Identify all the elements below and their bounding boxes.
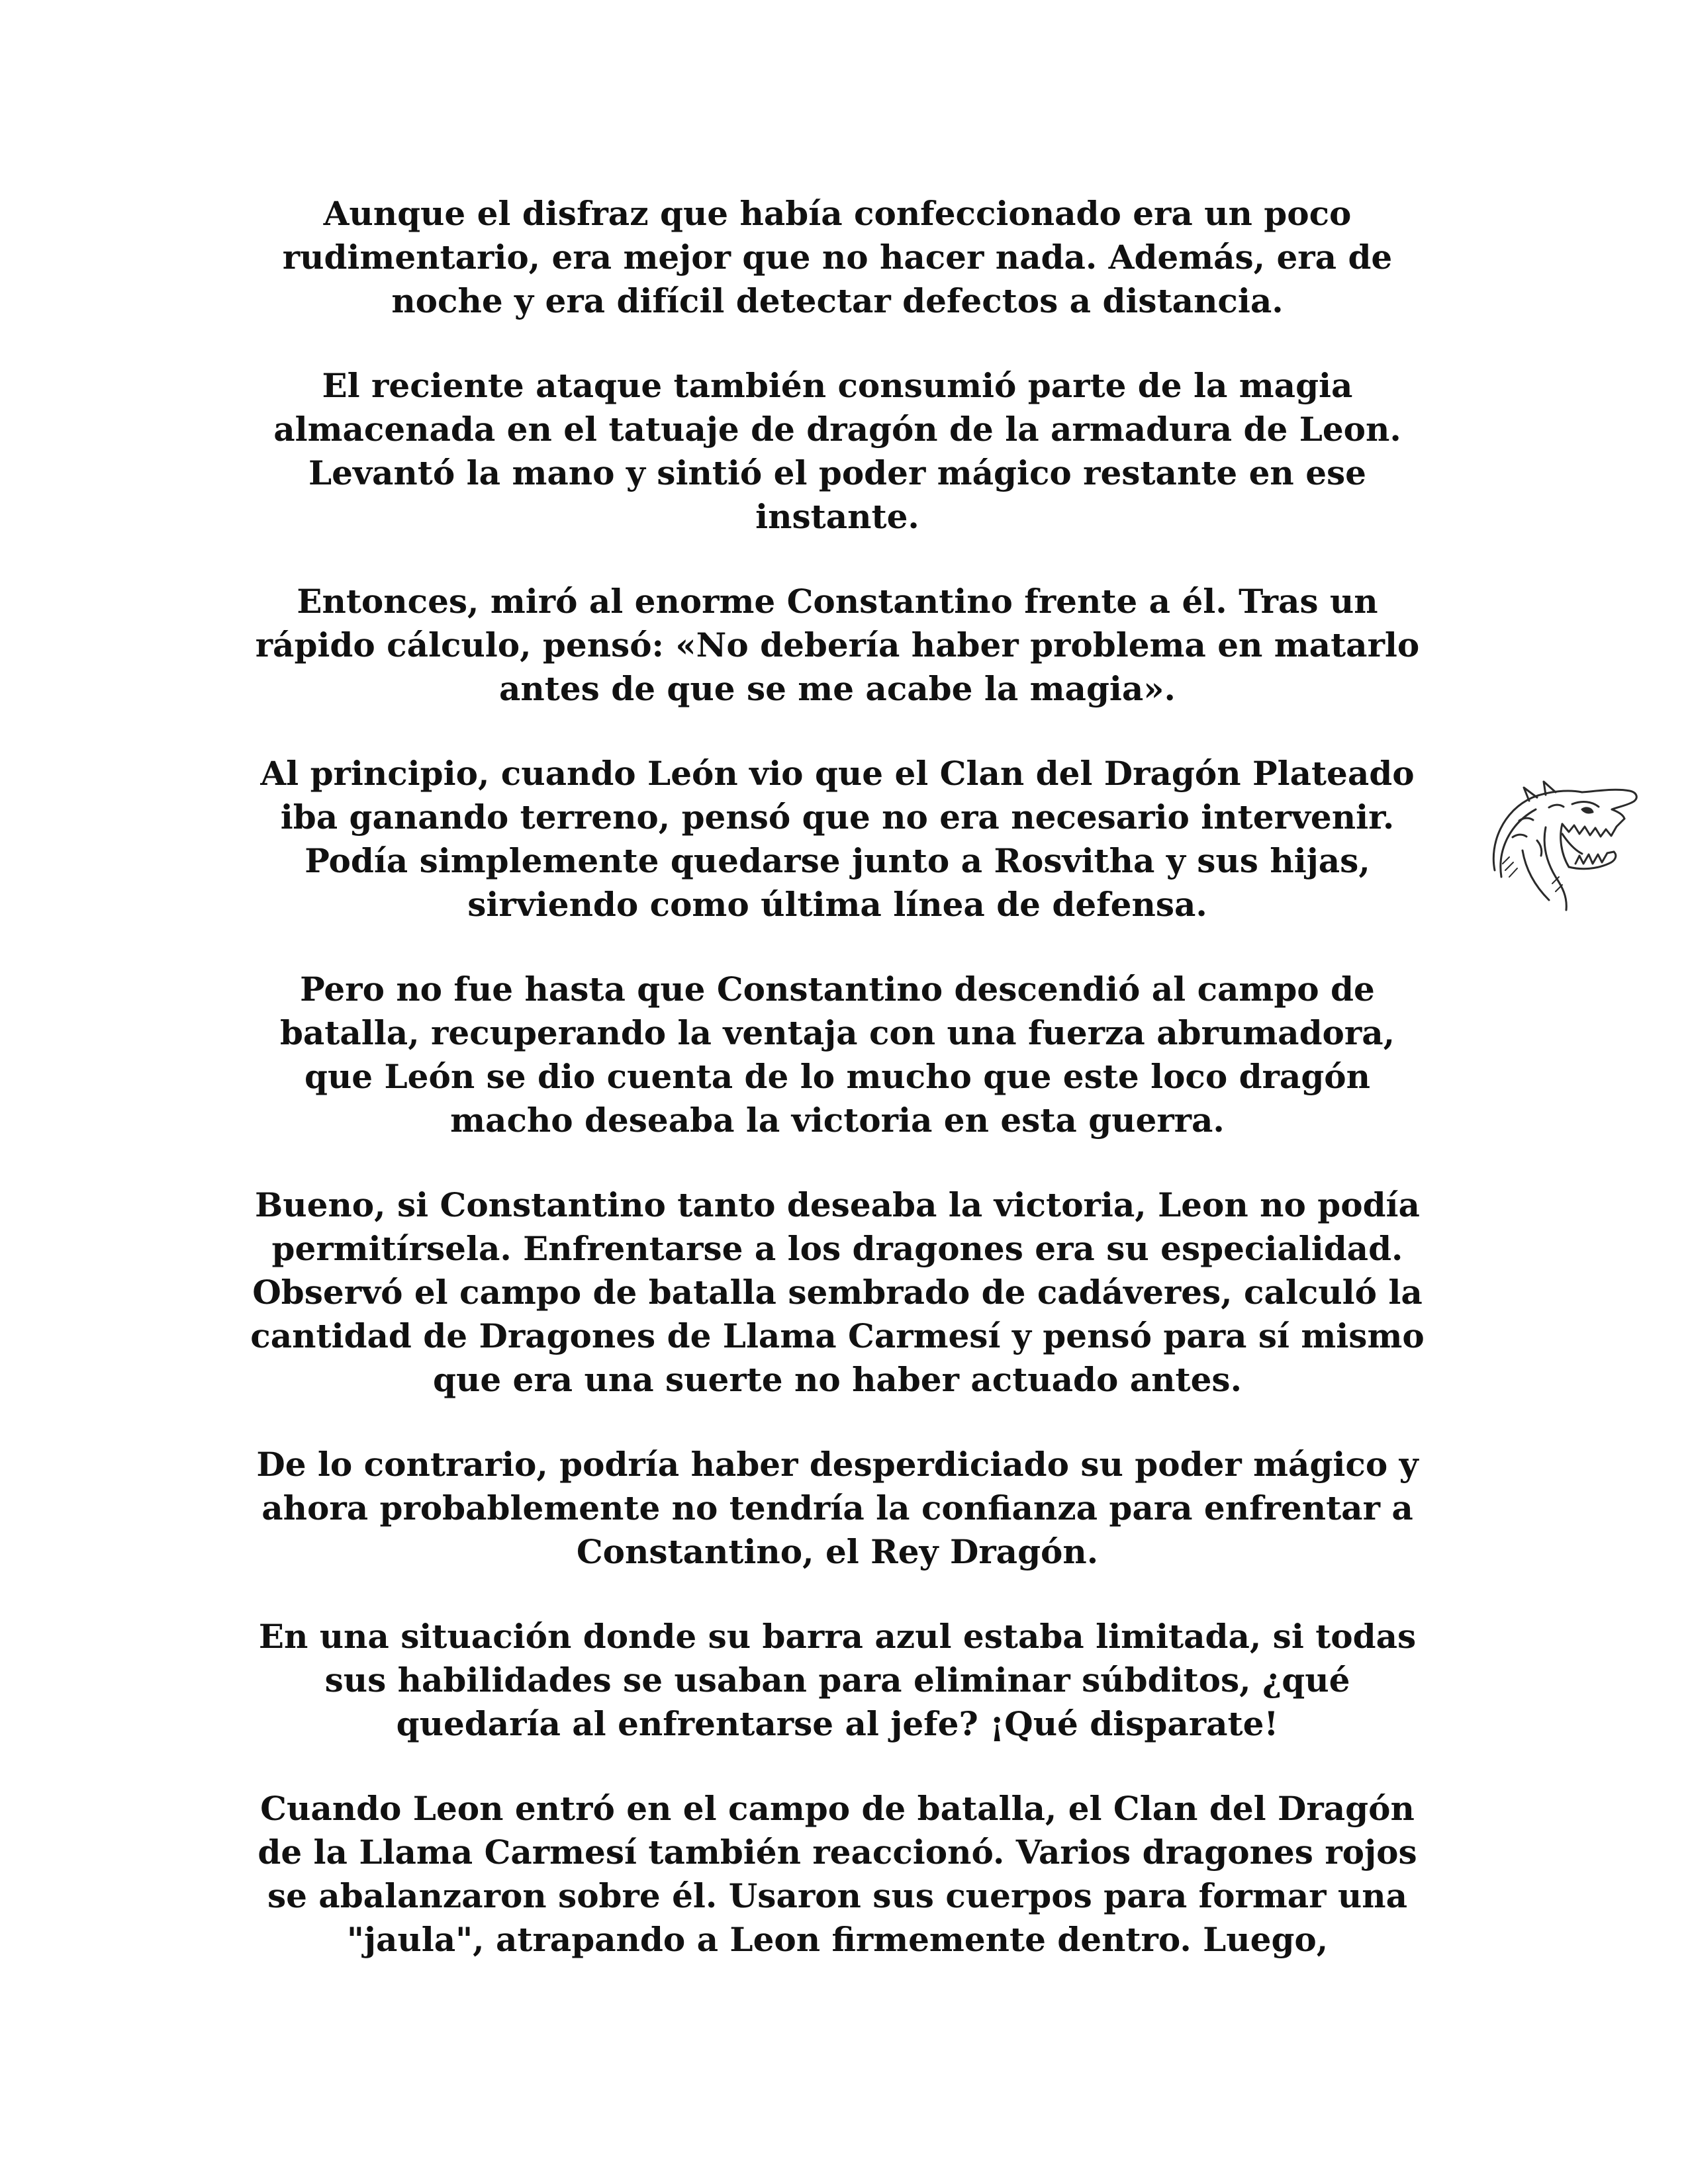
text-line: De lo contrario, podría haber desperdiciado su poder mágico y [256, 1445, 1419, 1484]
text-line: permitírsela. Enfrentarse a los dragones era su especialidad. [271, 1229, 1403, 1268]
text-line: sirviendo como última línea de defensa. [467, 885, 1207, 924]
paragraph-9 [218, 1787, 1456, 1962]
paragraph-2 [218, 364, 1456, 539]
dragon-head-sketch-icon [1483, 771, 1645, 930]
text-line: Levantó la mano y sintió el poder mágico restante en ese [308, 453, 1366, 492]
text-line: que era una suerte no haber actuado antes. [433, 1360, 1242, 1399]
paragraph-3 [218, 580, 1456, 711]
text-line: Pero no fue hasta que Constantino descendió al campo de [300, 970, 1375, 1009]
text-line: se abalanzaron sobre él. Usaron sus cuerpos para formar una [267, 1876, 1408, 1915]
paragraph-4 [218, 752, 1456, 927]
text-line: rudimentario, era mejor que no hacer nada. Además, era de [282, 238, 1393, 277]
text-line: El reciente ataque también consumió parte de la magia [322, 366, 1353, 405]
text-line: macho deseaba la victoria en esta guerra. [450, 1101, 1225, 1140]
text-line: Cuando Leon entró en el campo de batalla, el Clan del Dragón [260, 1789, 1415, 1828]
text-line: Bueno, si Constantino tanto deseaba la victoria, Leon no podía [255, 1185, 1420, 1224]
text-line: "jaula", atrapando a Leon firmemente dentro. Luego, [346, 1920, 1329, 1959]
text-line: que León se dio cuenta de lo mucho que este loco dragón [304, 1057, 1370, 1096]
text-line: cantidad de Dragones de Llama Carmesí y pensó para sí mismo [250, 1316, 1425, 1355]
text-line: Observó el campo de batalla sembrado de cadáveres, calculó la [252, 1273, 1423, 1312]
text-line: Podía simplemente quedarse junto a Rosvitha y sus hijas, [305, 841, 1370, 880]
text-line: En una situación donde su barra azul estaba limitada, si todas [258, 1617, 1417, 1656]
paragraph-5 [218, 968, 1456, 1142]
paragraph-6 [218, 1183, 1456, 1402]
body-text [218, 192, 1456, 2003]
paragraph-7 [218, 1443, 1456, 1574]
text-line: antes de que se me acabe la magia». [499, 669, 1176, 708]
paragraph-1 [218, 192, 1456, 323]
text-line: Entonces, miró al enorme Constantino frente a él. Tras un [297, 582, 1378, 621]
text-line: sus habilidades se usaban para eliminar súbditos, ¿qué [324, 1661, 1350, 1700]
text-line: almacenada en el tatuaje de dragón de la armadura de Leon. [273, 410, 1401, 449]
text-line: rápido cálculo, pensó: «No debería haber problema en matarlo [255, 625, 1420, 664]
text-line: instante. [755, 497, 919, 536]
text-line: iba ganando terreno, pensó que no era necesario intervenir. [280, 797, 1395, 837]
paragraph-8 [218, 1615, 1456, 1746]
text-line: batalla, recuperando la ventaja con una fuerza abrumadora, [279, 1013, 1395, 1052]
text-line: Constantino, el Rey Dragón. [576, 1532, 1099, 1571]
text-line: quedaría al enfrentarse al jefe? ¡Qué disparate! [396, 1704, 1279, 1743]
text-line: de la Llama Carmesí también reaccionó. Varios dragones rojos [258, 1833, 1417, 1872]
text-line: Aunque el disfraz que había confeccionado era un poco [323, 194, 1352, 233]
text-line: ahora probablemente no tendría la confianza para enfrentar a [261, 1488, 1413, 1527]
text-line: noche y era difícil detectar defectos a distancia. [391, 281, 1284, 320]
text-line: Al principio, cuando León vio que el Clan del Dragón Plateado [260, 754, 1415, 793]
